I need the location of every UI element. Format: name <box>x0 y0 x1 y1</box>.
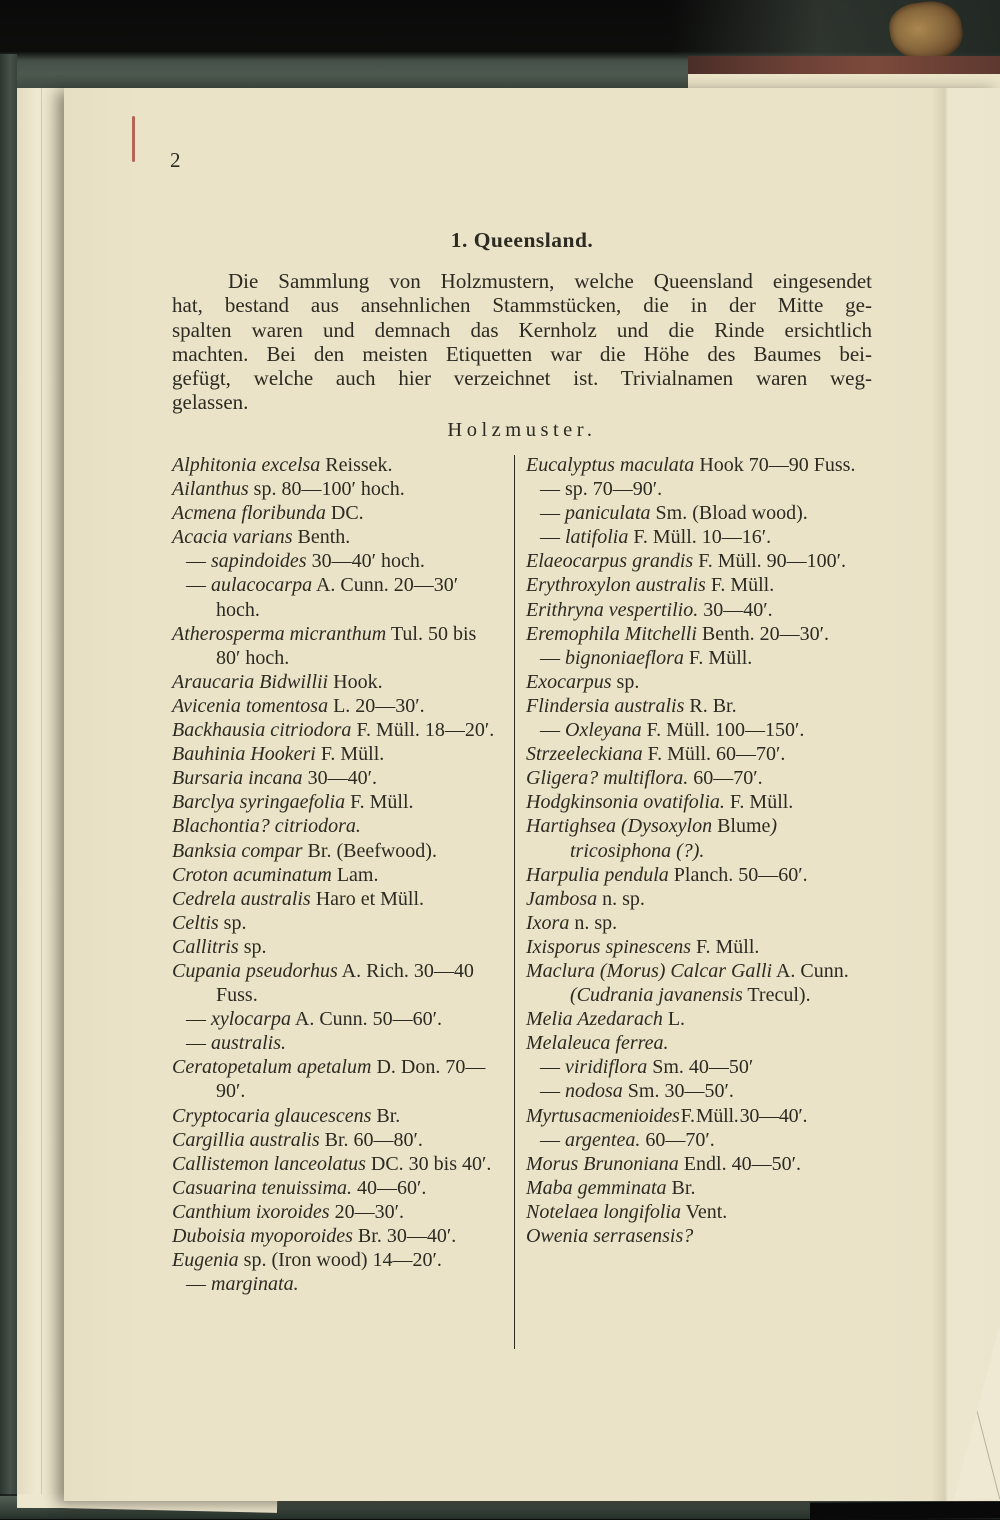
species-name: xylocarpa <box>211 1008 291 1031</box>
page-content <box>172 88 882 1501</box>
plain-text: — <box>540 1128 565 1151</box>
plain-text: 30—40′ hoch. <box>306 550 425 573</box>
species-entry <box>526 1152 856 1176</box>
species-entry <box>172 1176 502 1200</box>
species-entry <box>526 694 856 718</box>
species-name: Erithryna vespertilio. <box>526 598 699 621</box>
plain-text: Planch. 50—60′. <box>668 863 808 886</box>
species-entry <box>172 839 502 863</box>
species-name: bignoniaeflora <box>565 646 684 669</box>
species-name: Bauhinia Hookeri <box>172 743 316 766</box>
plain-text: 30—40′. <box>698 598 773 621</box>
species-entry <box>172 1055 502 1103</box>
species-name: Backhausia citriodora <box>172 719 352 742</box>
plain-text: gelassen. <box>172 390 249 415</box>
species-entry <box>526 598 856 622</box>
paragraph-line <box>172 293 872 317</box>
plain-text: Br. (Beefwood). <box>302 839 437 862</box>
species-entry <box>172 1007 502 1031</box>
species-name: Croton acuminatum <box>172 863 332 886</box>
species-name: Melaleuca ferrea. <box>526 1032 669 1055</box>
species-entry <box>526 1128 856 1152</box>
underlying-page-edge <box>17 88 65 1508</box>
species-entry <box>172 1152 502 1176</box>
plain-text: L. <box>662 1008 686 1031</box>
plain-text: sp. <box>238 935 267 958</box>
species-name: Acmena floribunda <box>172 502 326 525</box>
plain-text: — <box>186 1008 211 1031</box>
plain-text: F. Müll. <box>690 935 760 958</box>
species-name: Casuarina tenuissima. <box>172 1176 353 1199</box>
species-name: Harpulia pendula <box>526 863 669 886</box>
species-entry <box>172 525 502 549</box>
intro-paragraph <box>172 269 872 415</box>
species-name: Melia Azedarach <box>526 1008 663 1031</box>
plain-text: 30—40′. <box>302 767 377 790</box>
species-name: Atherosperma micranthum <box>172 622 387 645</box>
plain-text: sp. <box>218 911 247 934</box>
book-cover-left <box>0 54 17 1519</box>
plain-text: F. Müll. <box>683 646 753 669</box>
list-subheading: Holzmuster. <box>447 419 597 441</box>
species-name: australis. <box>211 1032 287 1055</box>
species-name: Eucalyptus maculata <box>526 454 695 476</box>
plain-text: sp. <box>611 670 640 693</box>
plain-text: sp. 80—100′ hoch. <box>248 478 405 501</box>
plain-text: Lam. <box>331 863 379 886</box>
species-entry <box>172 573 502 621</box>
plain-text: F. Müll. 18—20′. <box>351 719 495 742</box>
species-name: Morus Brunoniana <box>526 1152 679 1175</box>
marbled-page-edge <box>688 56 1000 76</box>
species-name: Cargillia australis <box>172 1128 320 1151</box>
species-entry <box>172 622 502 670</box>
page-number: 2 <box>170 148 181 172</box>
species-name: latifolia <box>565 526 629 549</box>
species-entry <box>172 1248 502 1272</box>
species-entry <box>172 1104 502 1128</box>
species-name: Eremophila Mitchelli <box>526 622 697 645</box>
plain-text: F. Müll. <box>345 791 414 814</box>
plain-text: F. Müll. 30—40′. <box>679 1104 808 1127</box>
paragraph-line <box>172 318 872 342</box>
species-name: Notelaea longifolia <box>526 1200 681 1223</box>
species-entry <box>172 887 502 911</box>
plain-text: Sm. 30—50′. <box>622 1080 734 1103</box>
species-name: Oxleyana <box>565 719 642 742</box>
paragraph-line <box>172 366 872 390</box>
plain-text: F. Müll. <box>724 791 794 814</box>
species-entry <box>526 525 856 549</box>
species-name: Elaeocarpus grandis <box>526 550 694 573</box>
species-name: Cupania pseudorhus <box>172 959 338 982</box>
plain-text: Br. <box>371 1104 401 1127</box>
species-name: Callitris <box>172 935 239 958</box>
plain-text: gefügt, welche auch hier verzeichnet ist. Trivialnamen waren weg- <box>172 366 872 391</box>
plain-text: F. Müll. <box>315 743 385 766</box>
species-entry <box>526 911 856 935</box>
species-entry <box>172 694 502 718</box>
plain-text: — <box>186 1032 211 1055</box>
species-entry <box>526 790 856 814</box>
plain-text: — <box>540 646 565 669</box>
plain-text: — <box>186 1273 211 1296</box>
species-entry <box>526 549 856 573</box>
plain-text: Benth. 20—30′. <box>696 622 830 645</box>
species-name: Acacia varians <box>172 526 293 549</box>
plain-text: L. 20—30′. <box>328 694 425 717</box>
plain-text: — <box>540 526 565 549</box>
species-columns <box>172 453 878 1349</box>
species-entry <box>526 887 856 911</box>
species-name: Ailanthus <box>172 478 249 501</box>
plain-text: DC. 30 bis 40′. <box>365 1152 492 1175</box>
plain-text: hat, bestand aus ansehnlichen Stammstücken, die in der Mitte ge- <box>172 293 872 318</box>
species-name: Ixisporus spinescens <box>526 935 691 958</box>
species-name: Duboisia myoporoides <box>172 1225 353 1247</box>
species-entry <box>172 814 502 838</box>
species-name: Ixora <box>526 911 570 934</box>
species-name: Owenia serrasensis? <box>526 1225 694 1247</box>
plain-text: Sm. (Bload wood). <box>650 502 808 525</box>
species-entry <box>172 549 502 573</box>
species-entry <box>526 718 856 742</box>
plain-text: A. Cunn. 50—60′. <box>290 1008 443 1031</box>
species-entry <box>172 790 502 814</box>
plain-text: — <box>186 550 211 573</box>
plain-text: Sm. 40—50′ <box>647 1056 754 1079</box>
species-entry <box>172 863 502 887</box>
species-entry <box>526 477 856 501</box>
species-list-left <box>172 453 502 1296</box>
paragraph-line <box>172 390 872 414</box>
plain-text: A. Rich. 30—40 Fuss. <box>216 959 474 1007</box>
species-name: marginata. <box>211 1273 299 1296</box>
species-entry <box>526 1079 856 1103</box>
plain-text: — <box>186 574 211 597</box>
species-name: Hartighsea (Dysoxylon <box>526 815 713 838</box>
plain-text: — <box>540 1056 565 1079</box>
species-entry <box>172 1200 502 1224</box>
species-entry <box>172 477 502 501</box>
species-entry <box>172 1224 502 1248</box>
species-name: ) tricosiphona (?). <box>570 815 778 862</box>
species-entry <box>172 670 502 694</box>
species-entry <box>526 959 856 1007</box>
species-name: Maclura (Morus) Calcar Galli <box>526 959 773 982</box>
plain-text: Br. 60—80′. <box>319 1128 423 1151</box>
species-name: Cedrela australis <box>172 887 311 910</box>
paragraph-line <box>172 269 872 293</box>
plain-text: n. sp. <box>597 887 645 910</box>
plain-text: 60—70′. <box>640 1128 715 1151</box>
species-entry <box>526 1055 856 1079</box>
species-name: Erythroxylon australis <box>526 574 706 597</box>
species-name: Alphitonia excelsa <box>172 454 321 476</box>
species-entry <box>172 501 502 525</box>
species-entry <box>526 1200 856 1224</box>
plain-text: — <box>540 1080 565 1103</box>
plain-text: Tul. 50 bis 80′ hoch. <box>216 622 477 669</box>
species-name: Blachontia? citriodora. <box>172 815 361 838</box>
species-name: viridiflora <box>565 1056 648 1079</box>
species-name: argentea. <box>565 1128 641 1151</box>
plain-text: Reissek. <box>320 454 393 476</box>
species-name: Canthium ixoroides <box>172 1200 330 1223</box>
species-entry <box>526 1104 856 1128</box>
species-entry <box>172 1128 502 1152</box>
book-page <box>64 88 1000 1501</box>
plain-text: Endl. 40—50′. <box>678 1152 801 1175</box>
species-entry <box>526 1007 856 1031</box>
plain-text: 40—60′. <box>352 1176 427 1199</box>
species-name: Bursaria incana <box>172 767 303 790</box>
plain-text: machten. Bei den meisten Etiquetten war die Höhe des Baumes bei- <box>172 341 872 366</box>
species-entry <box>172 1031 502 1055</box>
plain-text: A. Cunn. 20—30′ hoch. <box>216 574 459 621</box>
plain-text: Haro et Müll. <box>310 887 425 910</box>
species-name: Barclya syringaefolia <box>172 791 346 814</box>
species-entry <box>172 742 502 766</box>
species-name: Araucaria Bidwillii <box>172 670 329 693</box>
plain-text: 60—70′. <box>688 767 763 790</box>
species-name: Maba gemminata <box>526 1176 667 1199</box>
species-entry <box>526 766 856 790</box>
plain-text: Trecul). <box>742 984 811 1007</box>
plain-text: F. Müll. 90—100′. <box>693 550 847 573</box>
species-name: Strzeeleckiana <box>526 743 643 766</box>
cover-bottom-shadow <box>810 1501 1000 1519</box>
plain-text: sp. (Iron wood) 14—20′. <box>238 1249 442 1272</box>
species-name: Cryptocaria glaucescens <box>172 1104 372 1127</box>
plain-text: Hook. <box>328 670 383 693</box>
species-entry <box>172 911 502 935</box>
plain-text: Vent. <box>681 1200 728 1223</box>
species-name: Banksia compar <box>172 839 303 862</box>
page-crease <box>945 88 1000 1501</box>
species-entry <box>526 742 856 766</box>
plain-text: Br. <box>666 1176 696 1199</box>
species-name: (Cudrania javanensis <box>570 984 743 1007</box>
plain-text: Hook 70—90 Fuss. <box>694 454 856 476</box>
species-name: Callistemon lanceolatus <box>172 1152 366 1175</box>
section-heading: 1. Queensland. <box>450 228 594 252</box>
species-entry <box>526 622 856 646</box>
plain-text: DC. <box>325 502 364 525</box>
species-entry <box>526 453 856 477</box>
species-entry <box>172 959 502 1007</box>
plain-text: A. Cunn. <box>772 959 849 982</box>
species-entry <box>526 1176 856 1200</box>
species-name: Ceratopetalum apetalum <box>172 1056 372 1079</box>
plain-text: Br. 30—40′. <box>352 1225 457 1247</box>
plain-text: F. Müll. 60—70′. <box>642 743 786 766</box>
species-name: Celtis <box>172 911 219 934</box>
plain-text: — <box>540 502 565 525</box>
plain-text: R. Br. <box>684 694 737 717</box>
species-entry <box>172 935 502 959</box>
species-name: Eugenia <box>172 1249 239 1272</box>
species-name: Myrtus acmenioides <box>526 1104 680 1127</box>
plain-text: — sp. 70—90′. <box>540 478 663 501</box>
species-name: sapindoides <box>211 550 307 573</box>
species-entry <box>526 814 856 862</box>
plain-text: n. sp. <box>569 911 618 934</box>
plain-text: D. Don. 70—90′. <box>216 1056 486 1103</box>
species-list-right <box>526 453 856 1248</box>
species-name: Gligera? multiflora. <box>526 767 689 790</box>
plain-text: Benth. <box>292 526 351 549</box>
species-entry <box>172 718 502 742</box>
plain-text: F. Müll. 10—16′. <box>628 526 772 549</box>
plain-text: F. Müll. 100—150′. <box>641 719 805 742</box>
species-name: Flindersia australis <box>526 694 685 717</box>
species-entry <box>526 1031 856 1055</box>
species-name: Jambosa <box>526 887 598 910</box>
species-entry <box>526 670 856 694</box>
species-entry <box>526 935 856 959</box>
species-name: Exocarpus <box>526 670 612 693</box>
red-edge-mark <box>132 116 135 162</box>
paragraph-line <box>172 342 872 366</box>
species-name: Avicenia tomentosa <box>172 694 329 717</box>
species-entry <box>526 646 856 670</box>
species-entry <box>526 501 856 525</box>
plain-text: — <box>540 719 565 742</box>
species-entry <box>172 766 502 790</box>
species-entry <box>526 863 856 887</box>
species-name: paniculata <box>565 502 651 525</box>
species-entry <box>172 1272 502 1296</box>
plain-text: Die Sammlung von Holzmustern, welche Queensland eingesendet <box>228 269 872 293</box>
plain-text: F. Müll. <box>705 574 775 597</box>
species-name: aulacocarpa <box>211 574 313 597</box>
species-entry <box>172 453 502 477</box>
plain-text: 20—30′. <box>329 1200 404 1223</box>
column-divider <box>514 455 515 1349</box>
species-entry <box>526 1224 856 1248</box>
species-entry <box>526 573 856 597</box>
plain-text: spalten waren und demnach das Kernholz und die Rinde ersichtlich <box>172 317 872 342</box>
species-name: nodosa <box>565 1080 623 1103</box>
species-name: Hodgkinsonia ovatifolia. <box>526 791 725 814</box>
plain-text: Blume <box>712 815 771 838</box>
